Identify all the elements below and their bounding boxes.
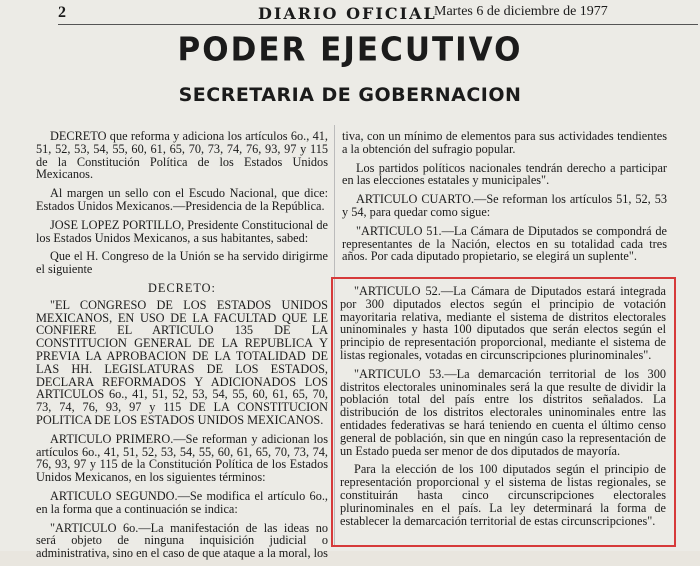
decree-heading: DECRETO: — [148, 280, 216, 295]
highlight-box — [331, 277, 676, 547]
political-parties-paragraph: Los partidos políticos nacionales tendrán derecho a participar en las elecciones estatales y municipales". — [342, 160, 667, 188]
article-second: ARTICULO SEGUNDO.—Se modifica el artículo 6o., en la forma que a continuación se indica: — [36, 488, 328, 516]
publication-date: Martes 6 de diciembre de 1977 — [434, 4, 608, 19]
president-statement: JOSE LOPEZ PORTILLO, Presidente Constitucional de los Estados Unidos Mexicanos, a sus habitantes, sabed: — [36, 217, 328, 245]
congress-declaration: "EL CONGRESO DE LOS ESTADOS UNIDOS MEXICANOS, EN USO DE LA FACULTAD QUE LE CONFIERE EL ARTICULO 135 DE LA CONSTITUCION GENERAL DE LA REPUBLICA Y PREVIA LA APROBACION DE LA TOTALIDAD DE LAS HH. LEGISLATURAS DE LOS ESTADOS, DECLARA REFORMADOS Y ADICIONADOS LOS ARTICULOS 6o., 41, 51, 52, 53, 54, 55, 60, 61, 65, 70, 73, 74, 76, 93, 97 y 115 DE LA CONSTITUCION POLITICA DE LOS ESTADOS UNIDOS MEXICANOS. — [36, 297, 328, 427]
section-title: PODER EJECUTIVO — [177, 31, 523, 69]
article-53: "ARTICULO 53.—La demarcación territorial de los 300 distritos electorales uninominales será la que resulte de dividir la población total del país entre los distritos señalados. La distribución de los distritos electorales uninominales entre las entidades federativas se hará teniendo en cuenta el último censo general de población, sin que en ningún caso la representación de un Estado pueda ser menor de dos diputados de mayoría. — [340, 366, 666, 458]
page-number: 2 — [58, 4, 66, 21]
proportional-representation-paragraph: Para la elección de los 100 diputados según el principio de representación proporcional y el sistema de listas regionales, se constituirán hasta cinco circunscripciones electorales plurinominales en el país. La ley determinará la forma de establecer la demarcación territorial de estas circunscripciones". — [340, 462, 666, 528]
article-52: "ARTICULO 52.—La Cámara de Diputados estará integrada por 300 diputados electos según el principio de votación mayoritaria relativa, mediante el sistema de distritos electorales uninominales y hasta 100 diputados que serán electos según el principio de representación proporcional, mediante el sistema de listas regionales, votadas en circunscripciones plurinominales". — [340, 284, 666, 362]
section-subtitle: SECRETARIA DE GOBERNACION — [178, 84, 522, 106]
right-column-top — [342, 130, 667, 269]
left-column — [36, 130, 328, 566]
article-first: ARTICULO PRIMERO.—Se reforman y adicionan los artículos 6o., 41, 51, 52, 53, 54, 55, 60, 61, 65, 70, 73, 74, 76, 93, 97 y 115 de la Constitución Política de los Estados Unidos Mexicanos, en los siguientes términos: — [36, 431, 328, 485]
article-fourth: ARTICULO CUARTO.—Se reforman los artículos 51, 52, 53 y 54, para quedar como sigue: — [342, 192, 667, 219]
article-51: "ARTICULO 51.—La Cámara de Diputados se compondrá de representantes de la Nación, electos en su totalidad cada tres años. Por cada diputado propietario, se elegirá un suplente". — [342, 223, 667, 264]
seal-note: Al margen un sello con el Escudo Nacional, que dice: Estados Unidos Mexicanos.—Presidencia de la República. — [36, 186, 328, 213]
continuation-text: tiva, con un mínimo de elementos para sus actividades tendientes a la obtención del sufragio popular. — [342, 129, 667, 156]
congress-statement: Que el H. Congreso de la Unión se ha servido dirigirme el siguiente — [36, 249, 328, 277]
newspaper-name: DIARIO OFICIAL — [258, 4, 437, 23]
article-6: "ARTICULO 6o.—La manifestación de las ideas no será objeto de ninguna inquisición judicial o administrativa, sino en el caso de que ataque a la moral, los — [36, 520, 328, 561]
page-header — [58, 4, 698, 25]
decree-summary: DECRETO que reforma y adiciona los artículos 6o., 41, 51, 52, 53, 54, 55, 60, 61, 65, 70, 73, 74, 76, 93, 97 y 115 de la Constitución Política de los Estados Unidos Mexicanos. — [36, 129, 328, 182]
